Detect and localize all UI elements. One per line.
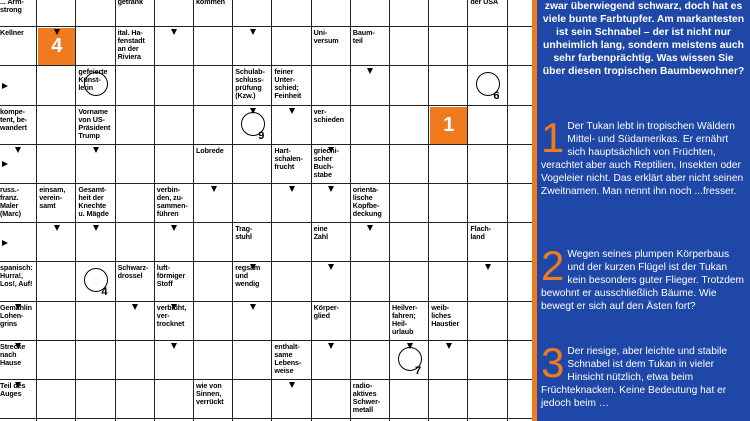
- clue-cell: Trag- stuhl: [233, 223, 272, 262]
- arrow-down-icon: [132, 304, 138, 310]
- clue-cell: ver- schieden: [312, 106, 351, 145]
- clue-cell: Strecke nach Hause: [0, 341, 37, 380]
- answer-cell[interactable]: [429, 223, 468, 262]
- arrow-down-icon: [15, 147, 21, 153]
- arrow-down-icon: [93, 225, 99, 231]
- clue-cell: Gesamt- heit der Knechte u. Mägde: [76, 184, 115, 223]
- arrow-down-icon: [171, 343, 177, 349]
- answer-cell[interactable]: [390, 106, 429, 145]
- answer-cell[interactable]: [116, 184, 155, 223]
- arrow-down-icon: [289, 382, 295, 388]
- answer-cell[interactable]: [194, 66, 233, 105]
- solution-number-cell: 4: [38, 28, 75, 65]
- clue-cell: wie von Sinnen, verrückt: [194, 380, 233, 419]
- answer-cell[interactable]: [272, 223, 311, 262]
- clue-cell: kommen: [194, 0, 233, 27]
- arrow-down-icon: [367, 225, 373, 231]
- answer-cell[interactable]: [429, 145, 468, 184]
- answer-cell[interactable]: [390, 262, 429, 301]
- answer-cell[interactable]: [233, 145, 272, 184]
- circle-number: 7: [415, 364, 422, 377]
- quiz-question-1: [541, 114, 746, 198]
- answer-cell[interactable]: [390, 380, 429, 419]
- clue-cell: weib- liches Haustier: [429, 302, 468, 341]
- question-text: Der Tukan lebt in tropischen Wäldern Mittel- und Südamerikas. Er ernährt sich hauptsächlich von Früchten, verachtet aber auch Reptilien, Insekten oder Vogeleier nicht. Das erklärt aber nicht seinen Zweitnamen. Man nennt ihn noch ...fresser.: [541, 121, 744, 197]
- clue-cell: enthalt- same Lebens- weise: [272, 341, 311, 380]
- answer-cell[interactable]: [508, 106, 532, 145]
- answer-cell[interactable]: [468, 380, 507, 419]
- answer-cell[interactable]: [468, 302, 507, 341]
- arrow-down-icon: [289, 186, 295, 192]
- solution-number-cell: 1: [430, 107, 467, 144]
- answer-cell[interactable]: [468, 184, 507, 223]
- clue-cell: kompe- tent, be- wandert: [0, 106, 37, 145]
- answer-cell[interactable]: [76, 27, 115, 66]
- quiz-intro-text: zwar überwiegend schwarz, doch hat es viele bunte Farbtupfer. Am markantesten ist sein Schnabel – der ist nicht nur unheimlich lang, sondern meistens auch sehr farbenprächtig. Was wissen Sie über diesen tropischen Baumbewohner?: [542, 1, 745, 77]
- answer-cell[interactable]: [508, 0, 532, 27]
- answer-cell[interactable]: [194, 341, 233, 380]
- answer-cell[interactable]: [508, 223, 532, 262]
- answer-cell[interactable]: [351, 341, 390, 380]
- answer-cell[interactable]: [508, 27, 532, 66]
- answer-cell[interactable]: [468, 145, 507, 184]
- arrow-down-icon: [171, 225, 177, 231]
- arrow-down-icon: [171, 29, 177, 35]
- clue-cell: regsam und wendig: [233, 262, 272, 301]
- answer-cell[interactable]: [272, 302, 311, 341]
- answer-cell[interactable]: [194, 262, 233, 301]
- answer-cell[interactable]: [37, 106, 76, 145]
- answer-cell[interactable]: [351, 262, 390, 301]
- answer-cell[interactable]: [390, 27, 429, 66]
- answer-cell[interactable]: [390, 145, 429, 184]
- answer-cell[interactable]: [155, 380, 194, 419]
- clue-cell: Baum- teil: [351, 27, 390, 66]
- answer-cell[interactable]: [508, 302, 532, 341]
- answer-cell[interactable]: [233, 380, 272, 419]
- answer-cell[interactable]: [468, 27, 507, 66]
- arrow-down-icon: [15, 343, 21, 349]
- arrow-down-icon: [93, 147, 99, 153]
- clue-cell: luft- förmiger Stoff: [155, 262, 194, 301]
- clue-cell: ital. Ha- fenstadt an der Riviera: [116, 27, 155, 66]
- clue-cell: eine Zahl: [312, 223, 351, 262]
- answer-cell[interactable]: [116, 66, 155, 105]
- clue-cell: einsam, verein- samt: [37, 184, 76, 223]
- answer-cell[interactable]: [116, 223, 155, 262]
- arrow-right-icon: [2, 83, 8, 89]
- answer-cell[interactable]: [233, 0, 272, 27]
- answer-cell[interactable]: [37, 66, 76, 105]
- answer-cell[interactable]: [37, 0, 76, 27]
- arrow-right-icon: [2, 240, 8, 246]
- answer-cell[interactable]: [37, 341, 76, 380]
- answer-cell[interactable]: [116, 341, 155, 380]
- clue-cell: Flach- land: [468, 223, 507, 262]
- arrow-down-icon: [250, 29, 256, 35]
- clue-cell: Teil des Auges: [0, 380, 37, 419]
- answer-cell[interactable]: [429, 0, 468, 27]
- answer-cell[interactable]: [508, 380, 532, 419]
- answer-cell[interactable]: [429, 262, 468, 301]
- arrow-down-icon: [328, 343, 334, 349]
- answer-cell[interactable]: [468, 106, 507, 145]
- question-text: Wegen seines plumpen Körperbaus und der kurzen Flügel ist der Tukan kein besonders guter Flieger. Trotzdem bewohnt er ausschließlich Bäume. Wie bewegt er sich auf den Ästen fort?: [541, 249, 745, 312]
- clue-cell: Heilver- fahren; Heil- urlaub: [390, 302, 429, 341]
- clue-cell: Kellner: [0, 27, 37, 66]
- answer-cell[interactable]: [76, 302, 115, 341]
- answer-cell[interactable]: [155, 0, 194, 27]
- clue-cell: getränk: [116, 0, 155, 27]
- clue-cell: Vorname von US- Präsident Trump: [76, 106, 115, 145]
- question-number: 3: [541, 339, 565, 386]
- clue-cell: feiner Unter- schied; Feinheit: [272, 66, 311, 105]
- clue-cell: ... Arm- strong: [0, 0, 37, 27]
- clue-cell: Schulab- schluss- prüfung (Kzw.): [233, 66, 272, 105]
- answer-cell[interactable]: [194, 27, 233, 66]
- question-number: 1: [541, 114, 565, 161]
- answer-cell[interactable]: [312, 380, 351, 419]
- arrow-down-icon: [54, 29, 60, 35]
- answer-cell[interactable]: [390, 66, 429, 105]
- arrow-down-icon: [15, 382, 21, 388]
- clue-cell: russ.- franz. Maler (Marc): [0, 184, 37, 223]
- answer-cell[interactable]: [37, 262, 76, 301]
- arrow-down-icon: [289, 108, 295, 114]
- clue-cell: Lobrede: [194, 145, 233, 184]
- answer-cell[interactable]: [508, 66, 532, 105]
- clue-cell: gefeierte Künst- lerin: [76, 66, 115, 105]
- circle-number: 4: [101, 286, 108, 299]
- circle-number: 6: [493, 90, 500, 103]
- arrow-down-icon: [250, 108, 256, 114]
- arrow-down-icon: [328, 147, 334, 153]
- answer-cell[interactable]: [155, 145, 194, 184]
- arrow-down-icon: [171, 304, 177, 310]
- answer-cell[interactable]: [429, 380, 468, 419]
- arrow-down-icon: [328, 264, 334, 270]
- clue-cell: radio- aktives Schwer- metall: [351, 380, 390, 419]
- arrow-down-icon: [367, 68, 373, 74]
- clue-cell: der USA: [468, 0, 507, 27]
- answer-cell[interactable]: [508, 341, 532, 380]
- answer-cell[interactable]: [312, 66, 351, 105]
- answer-cell[interactable]: [508, 262, 532, 301]
- answer-cell[interactable]: [155, 106, 194, 145]
- answer-cell[interactable]: [429, 27, 468, 66]
- answer-cell[interactable]: [351, 302, 390, 341]
- arrow-down-icon: [250, 264, 256, 270]
- answer-cell[interactable]: [390, 0, 429, 27]
- clue-cell: Uni- versum: [312, 27, 351, 66]
- clue-cell: spanisch: Hurra!, Los!, Auf!: [0, 262, 37, 301]
- clue-cell: Gemahlin Lohen- grins: [0, 302, 37, 341]
- answer-cell[interactable]: [155, 66, 194, 105]
- answer-cell[interactable]: [116, 145, 155, 184]
- clue-cell: verbin- den, zu- sammen- führen: [155, 184, 194, 223]
- arrow-down-icon: [328, 186, 334, 192]
- answer-cell[interactable]: [233, 341, 272, 380]
- answer-cell[interactable]: [37, 380, 76, 419]
- clue-cell: Körper- glied: [312, 302, 351, 341]
- arrow-down-icon: [15, 304, 21, 310]
- clue-cell: verblüht, ver- trocknet: [155, 302, 194, 341]
- answer-cell[interactable]: [429, 184, 468, 223]
- clue-cell: orienta- lische Kopfbe- deckung: [351, 184, 390, 223]
- question-number: 2: [541, 242, 565, 289]
- clue-cell: griechi- scher Buch- stabe: [312, 145, 351, 184]
- answer-cell[interactable]: [351, 106, 390, 145]
- circle-number: 9: [258, 129, 265, 142]
- answer-cell[interactable]: [429, 66, 468, 105]
- answer-cell[interactable]: [194, 302, 233, 341]
- answer-cell[interactable]: [272, 262, 311, 301]
- answer-cell[interactable]: [76, 341, 115, 380]
- answer-cell[interactable]: [351, 0, 390, 27]
- answer-cell[interactable]: [312, 0, 351, 27]
- quiz-question-2: [541, 242, 746, 313]
- arrow-down-icon: [485, 264, 491, 270]
- clue-cell: Schwarz- drossel: [116, 262, 155, 301]
- answer-cell[interactable]: [390, 223, 429, 262]
- answer-cell[interactable]: [272, 27, 311, 66]
- answer-cell[interactable]: [37, 145, 76, 184]
- answer-cell[interactable]: [390, 184, 429, 223]
- quiz-panel: [537, 0, 750, 421]
- quiz-question-3: [541, 339, 746, 410]
- answer-cell[interactable]: [508, 145, 532, 184]
- answer-cell[interactable]: [116, 106, 155, 145]
- arrow-down-icon: [54, 225, 60, 231]
- clue-cell: Hart- schalen- frucht: [272, 145, 311, 184]
- question-text: Der riesige, aber leichte und stabile Schnabel ist dem Tukan in vieler Hinsicht nützlich, etwa beim Früchteknacken. Keine Bedeutung hat er jedoch beim …: [541, 346, 728, 409]
- answer-cell[interactable]: [468, 341, 507, 380]
- answer-cell[interactable]: [351, 145, 390, 184]
- answer-cell[interactable]: [272, 0, 311, 27]
- answer-cell[interactable]: [508, 184, 532, 223]
- arrow-right-icon: [2, 161, 8, 167]
- arrow-down-icon: [250, 304, 256, 310]
- answer-cell[interactable]: [76, 0, 115, 27]
- answer-cell[interactable]: [116, 380, 155, 419]
- arrow-down-icon: [446, 343, 452, 349]
- answer-cell[interactable]: [233, 184, 272, 223]
- arrow-down-icon: [211, 186, 217, 192]
- answer-cell[interactable]: [37, 302, 76, 341]
- answer-cell[interactable]: [194, 106, 233, 145]
- arrow-down-icon: [407, 343, 413, 349]
- answer-cell[interactable]: [76, 380, 115, 419]
- answer-cell[interactable]: [194, 223, 233, 262]
